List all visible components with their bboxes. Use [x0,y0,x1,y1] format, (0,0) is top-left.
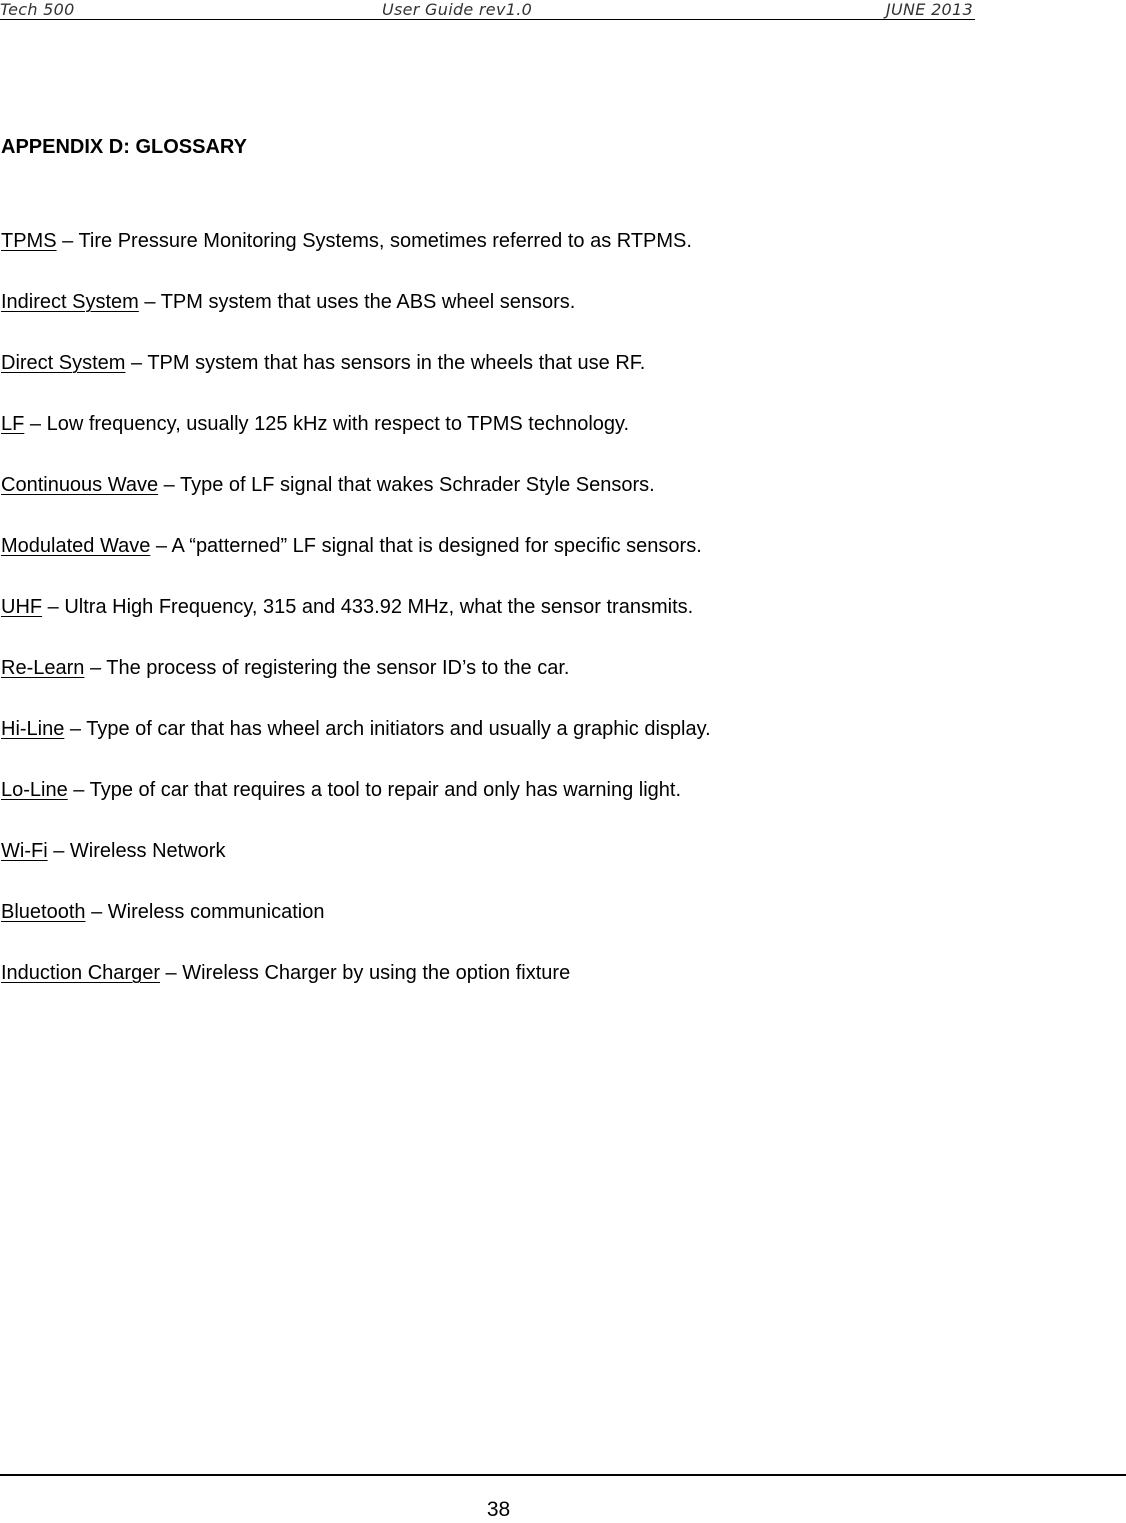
glossary-definition: Wireless communication [107,901,325,923]
separator: – [159,962,183,984]
glossary-term: TPMS [1,230,57,252]
separator: – [125,352,148,374]
glossary-definition: TPM system that has sensors in the wheels that use RF. [147,352,646,374]
separator: – [64,718,87,740]
glossary-definition: Tire Pressure Monitoring Systems, sometimes referred to as RTPMS. [78,230,692,252]
glossary-term: Bluetooth [1,901,86,923]
separator: – [47,840,70,862]
glossary-entry [1,897,711,958]
glossary-term: Re-Learn [1,657,85,679]
glossary-entry [1,409,711,470]
separator: – [85,901,108,923]
glossary-term: LF [1,413,25,435]
separator: – [158,474,180,496]
glossary-definition: Type of LF signal that wakes Schrader Style Sensors. [180,474,655,496]
glossary-term: Hi-Line [1,718,65,740]
glossary-entry [1,775,711,836]
separator: – [42,596,65,618]
glossary-entry [1,531,711,592]
glossary-term: UHF [1,596,43,618]
glossary-definition: TPM system that uses the ABS wheel sensors. [160,291,576,313]
page-title: APPENDIX D: GLOSSARY [1,136,247,158]
header-document-title: User Guide rev1.0 [382,0,533,19]
glossary-term: Modulated Wave [1,535,151,557]
glossary-entry [1,958,711,1019]
separator: – [138,291,161,313]
glossary-definition: Type of car that requires a tool to repair and only has warning light. [89,779,682,801]
glossary-entry [1,714,711,775]
glossary-term: Induction Charger [1,962,160,984]
footer-divider [0,1474,1126,1476]
glossary-definition: Type of car that has wheel arch initiators and usually a graphic display. [86,718,711,740]
glossary-definition: A “patterned” LF signal that is designed for specific sensors. [171,535,702,557]
glossary-entry [1,226,711,287]
glossary-list [1,226,711,1019]
glossary-entry [1,592,711,653]
separator: – [150,535,172,557]
page-header [0,0,975,20]
glossary-definition: Low frequency, usually 125 kHz with respect to TPMS technology. [46,413,630,435]
glossary-term: Lo-Line [1,779,68,801]
glossary-entry [1,287,711,348]
separator: – [67,779,90,801]
glossary-definition: Wireless Charger by using the option fixture [182,962,571,984]
glossary-definition: Ultra High Frequency, 315 and 433.92 MHz, what the sensor transmits. [64,596,694,618]
glossary-term: Continuous Wave [1,474,159,496]
glossary-entry [1,653,711,714]
glossary-entry [1,470,711,531]
page-number: 38 [486,1498,511,1521]
glossary-term: Wi-Fi [1,840,48,862]
header-product: Tech 500 [0,0,75,19]
separator: – [24,413,47,435]
glossary-entry [1,836,711,897]
separator: – [84,657,107,679]
glossary-definition: Wireless Network [69,840,226,862]
glossary-definition: The process of registering the sensor ID’s to the car. [106,657,570,679]
separator: – [56,230,79,252]
glossary-term: Indirect System [1,291,139,313]
header-date: JUNE 2013 [885,0,973,19]
glossary-term: Direct System [1,352,126,374]
glossary-entry [1,348,711,409]
